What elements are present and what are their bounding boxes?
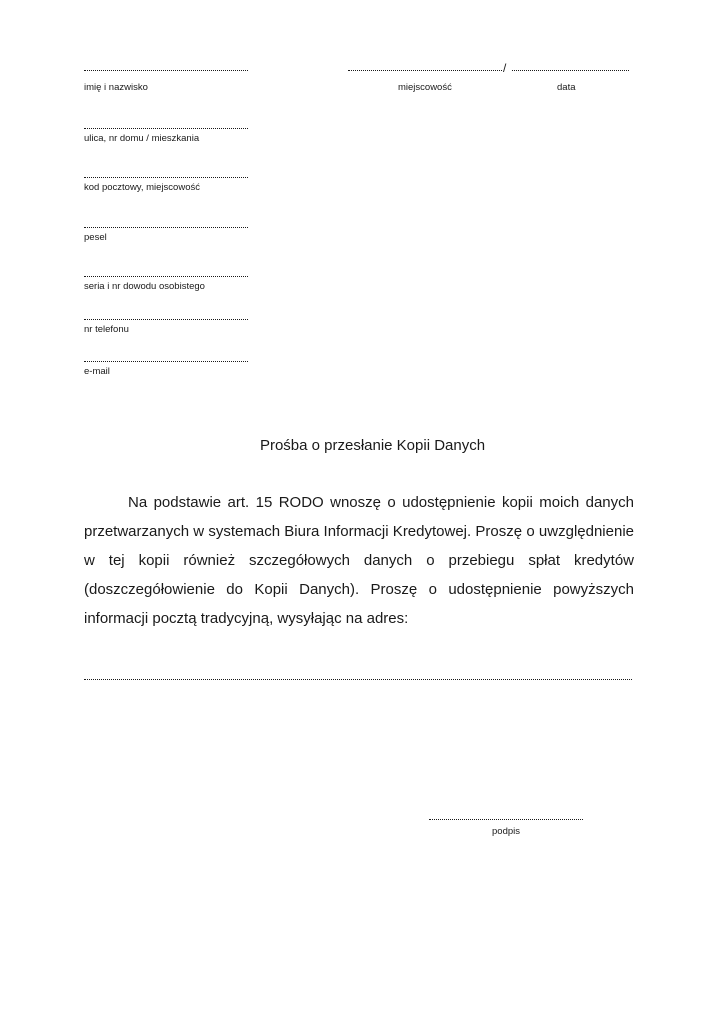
postal-code-field-line[interactable] (84, 171, 248, 178)
place-field-line[interactable] (348, 64, 502, 71)
request-paragraph: Na podstawie art. 15 RODO wnoszę o udostępnienie kopii moich danych przetwarzanych w systemach Biura Informacji Kredytowej. Proszę o uwzględnienie w tej kopii również szczegółowych danych o przebiegu spłat kredytów (doszczegółowienie do Kopii Danych). Proszę o udostępnienie powyższych informacji pocztą tradycyjną, wysyłając na adres: (84, 494, 634, 627)
id-card-field-label: seria i nr dowodu osobistego (84, 281, 205, 292)
pesel-field-label: pesel (84, 232, 107, 243)
address-field-line[interactable] (84, 665, 632, 680)
document-title: Prośba o przesłanie Kopii Danych (259, 437, 486, 454)
email-field-label: e-mail (84, 366, 110, 377)
name-field-line[interactable] (84, 64, 248, 71)
street-field-line[interactable] (84, 122, 248, 129)
name-field-label: imię i nazwisko (84, 82, 148, 93)
date-field-line[interactable] (512, 64, 629, 71)
date-field-label: data (557, 82, 576, 93)
place-field-label: miejscowość (398, 82, 452, 93)
postal-code-field-label: kod pocztowy, miejscowość (84, 182, 200, 193)
email-field-line[interactable] (84, 355, 248, 362)
phone-field-line[interactable] (84, 313, 248, 320)
street-field-label: ulica, nr domu / mieszkania (84, 133, 200, 144)
id-card-field-line[interactable] (84, 270, 248, 277)
request-body (84, 488, 634, 633)
signature-label: podpis (492, 826, 520, 837)
pesel-field-line[interactable] (84, 221, 248, 228)
phone-field-label: nr telefonu (84, 324, 129, 335)
place-date-separator: / (503, 61, 507, 75)
signature-line[interactable] (429, 813, 583, 820)
